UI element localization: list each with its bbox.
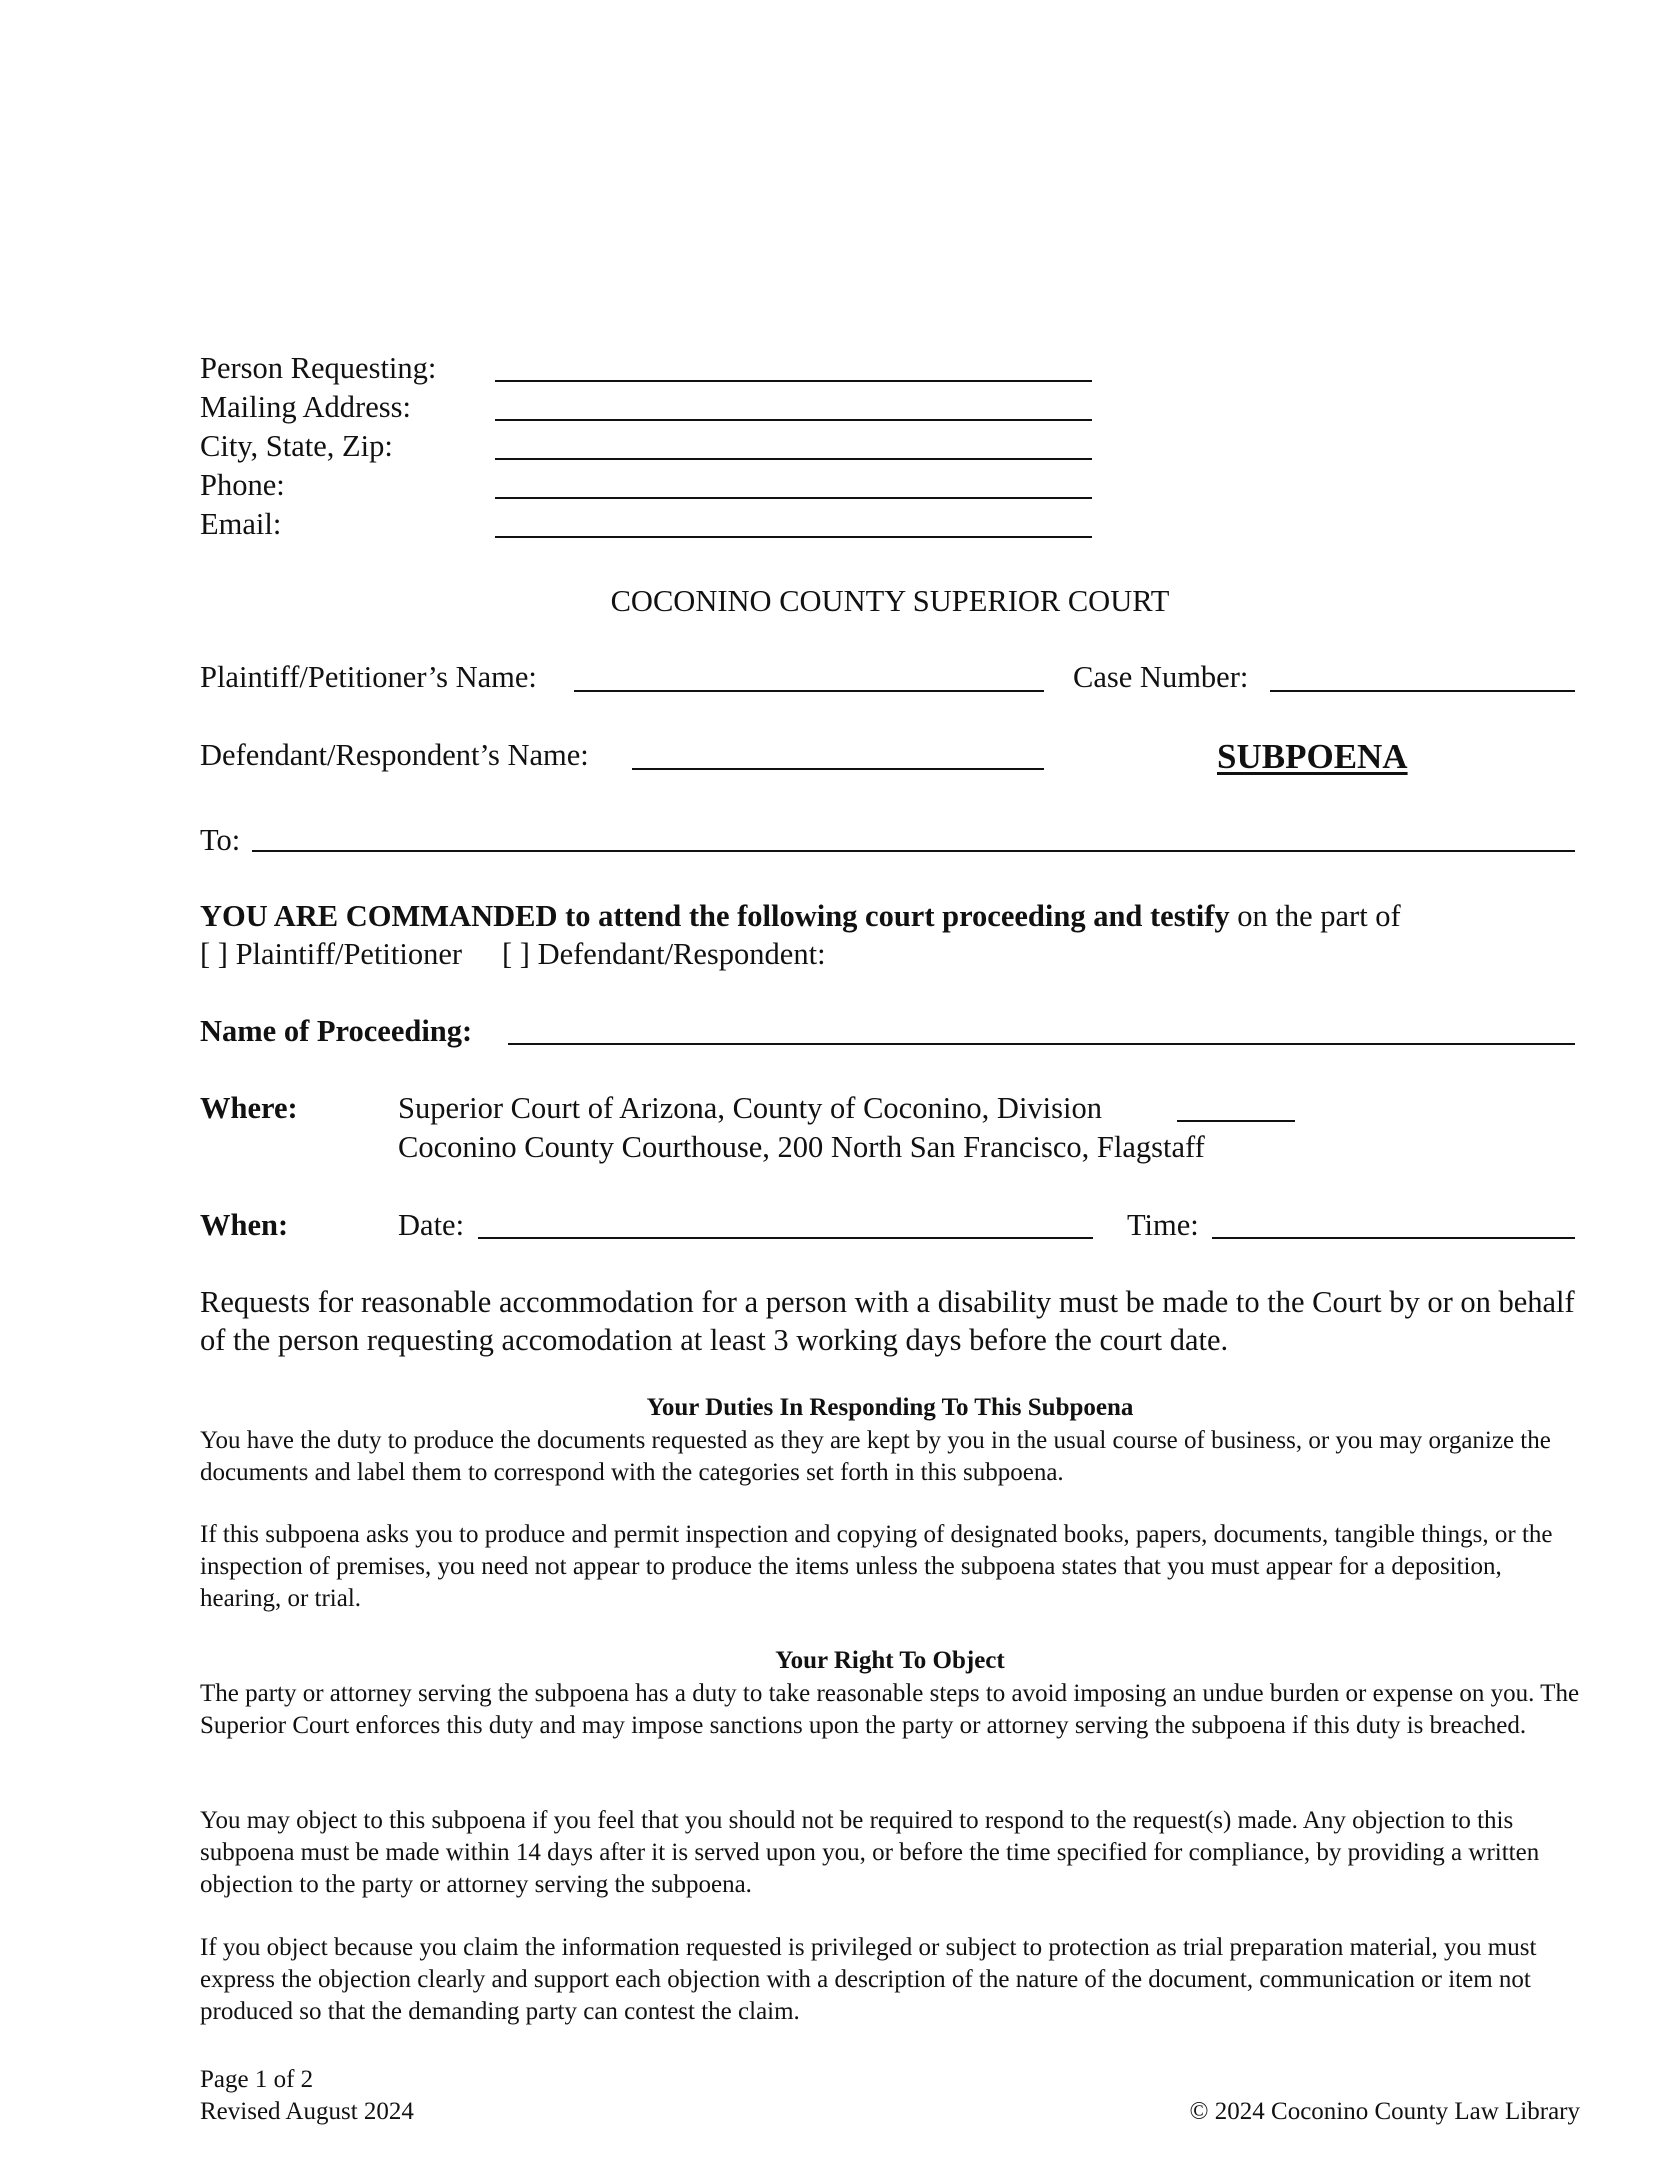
defendant-name-field[interactable] [632, 768, 1044, 770]
phone-label: Phone: [200, 468, 285, 502]
to-field[interactable] [252, 850, 1575, 852]
command-bold-text: YOU ARE COMMANDED to attend the following court proceeding and testify [200, 899, 1230, 933]
duties-paragraph-1: You have the duty to produce the documents requested as they are kept by you in the usual course of business, or you may organize the documents and label them to correspond with the categories set forth in this subpoena. [200, 1427, 1551, 1486]
duties-title: Your Duties In Responding To This Subpoena [646, 1394, 1134, 1421]
proceeding-name-label: Name of Proceeding: [200, 1014, 473, 1048]
object-paragraph-2: You may object to this subpoena if you feel that you should not be required to respond to the request(s) made. Any objection to this subpoena must be made within 14 days after it is served upon you, or before the time specified for compliance, by providing a written objection to the party or attorney serving the subpoena. [200, 1807, 1540, 1898]
plaintiff-name-field[interactable] [574, 690, 1044, 692]
date-field[interactable] [478, 1237, 1093, 1239]
to-label: To: [200, 823, 241, 857]
revised-date: Revised August 2024 [200, 2098, 414, 2125]
where-label: Where: [200, 1091, 298, 1125]
page-number: Page 1 of 2 [200, 2066, 314, 2093]
case-number-field[interactable] [1270, 690, 1575, 692]
mailing-address-label: Mailing Address: [200, 390, 411, 424]
court-name: COCONINO COUNTY SUPERIOR COURT [610, 584, 1170, 618]
date-label: Date: [398, 1208, 465, 1242]
command-rest-text: on the part of [1229, 899, 1401, 933]
object-paragraph-3: If you object because you claim the information requested is privileged or subject to protection as trial preparation material, you must express the objection clearly and support each objection with a description of the nature of the document, communication or item not produced so that the demanding party can contest the claim. [200, 1934, 1537, 2025]
division-field[interactable] [1177, 1120, 1295, 1122]
city-state-zip-field[interactable] [495, 458, 1092, 460]
city-state-zip-label: City, State, Zip: [200, 429, 393, 463]
when-label: When: [200, 1208, 289, 1242]
defendant-name-label: Defendant/Respondent’s Name: [200, 738, 589, 772]
email-field[interactable] [495, 536, 1092, 538]
person-requesting-field[interactable] [495, 380, 1092, 382]
command-line [200, 897, 1401, 935]
phone-field[interactable] [495, 497, 1092, 499]
copyright-notice: © 2024 Coconino County Law Library [1189, 2098, 1580, 2125]
option-plaintiff[interactable]: [ ] Plaintiff/Petitioner [200, 937, 463, 971]
proceeding-name-field[interactable] [508, 1043, 1575, 1045]
duties-paragraph-2: If this subpoena asks you to produce and permit inspection and copying of designated books, papers, documents, tangible things, or the inspection of premises, you need not appear to produce the items unless the subpoena states that you must appear for a deposition, hearing, or trial. [200, 1521, 1553, 1612]
case-number-label: Case Number: [1073, 660, 1249, 694]
person-requesting-label: Person Requesting: [200, 351, 437, 385]
time-label: Time: [1127, 1208, 1199, 1242]
email-label: Email: [200, 507, 282, 541]
object-paragraph-1: The party or attorney serving the subpoena has a duty to take reasonable steps to avoid imposing an undue burden or expense on you. The Superior Court enforces this duty and may impose sanctions upon the party or attorney serving the subpoena if this duty is breached. [200, 1680, 1580, 1739]
where-line-1: Superior Court of Arizona, County of Coconino, Division [398, 1091, 1102, 1125]
object-title: Your Right To Object [775, 1647, 1005, 1674]
accommodation-notice: Requests for reasonable accommodation for a person with a disability must be made to the Court by or on behalf of the person requesting accomodation at least 3 working days before the court date. [200, 1285, 1575, 1357]
time-field[interactable] [1212, 1237, 1575, 1239]
mailing-address-field[interactable] [495, 419, 1092, 421]
option-defendant[interactable]: [ ] Defendant/Respondent: [502, 937, 826, 971]
where-line-2: Coconino County Courthouse, 200 North San Francisco, Flagstaff [398, 1130, 1205, 1164]
document-title: SUBPOENA [1217, 737, 1408, 776]
plaintiff-name-label: Plaintiff/Petitioner’s Name: [200, 660, 537, 694]
